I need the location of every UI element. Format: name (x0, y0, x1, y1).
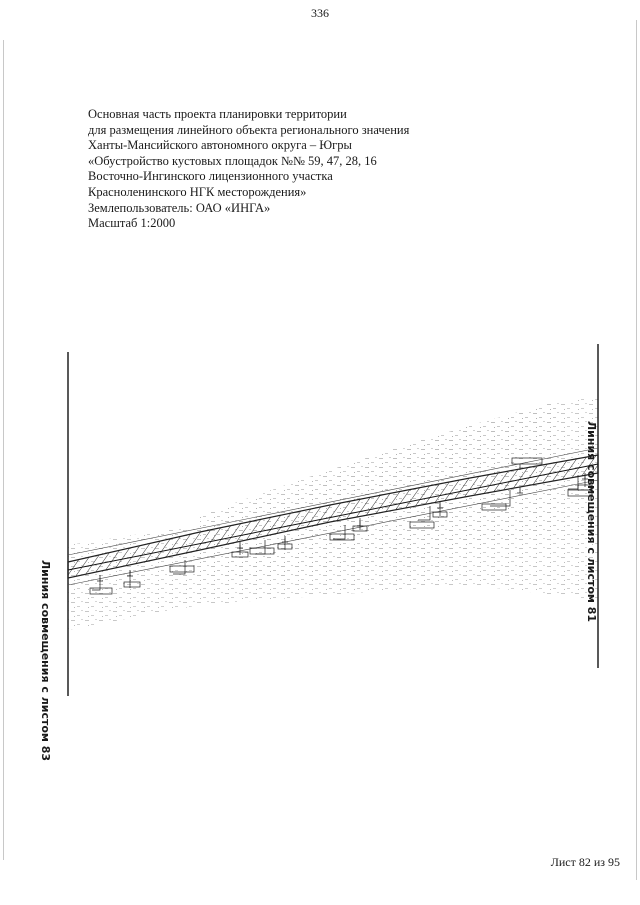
drawing-canvas (0, 330, 640, 710)
page-number: 336 (311, 6, 329, 20)
title-line-2: для размещения линейного объекта регионального значения (88, 122, 410, 137)
title-line-5: Восточно-Ингинского лицензионного участка (88, 169, 333, 184)
title-line-1: Основная часть проекта планировки территории (88, 107, 347, 121)
title-line-4: «Обустройство кустовых площадок №№ 59, 47, 28, 16 (88, 153, 377, 168)
land-user: Землепользователь: ОАО «ИНГА» (88, 200, 271, 215)
left-match-label: Линия совмещения с листом 83 (39, 560, 52, 762)
scale: Масштаб 1:2000 (88, 216, 176, 231)
right-match-label: Линия совмещения с листом 81 (585, 421, 598, 623)
title-line-3: Ханты-Мансийского автономного округа – Югры (88, 138, 352, 153)
title-line-6: Красноленинского НГК месторождения» (88, 184, 307, 199)
plan-drawing (0, 330, 640, 762)
title-block (88, 107, 508, 232)
sheet-number: Лист 82 из 95 (550, 855, 620, 869)
